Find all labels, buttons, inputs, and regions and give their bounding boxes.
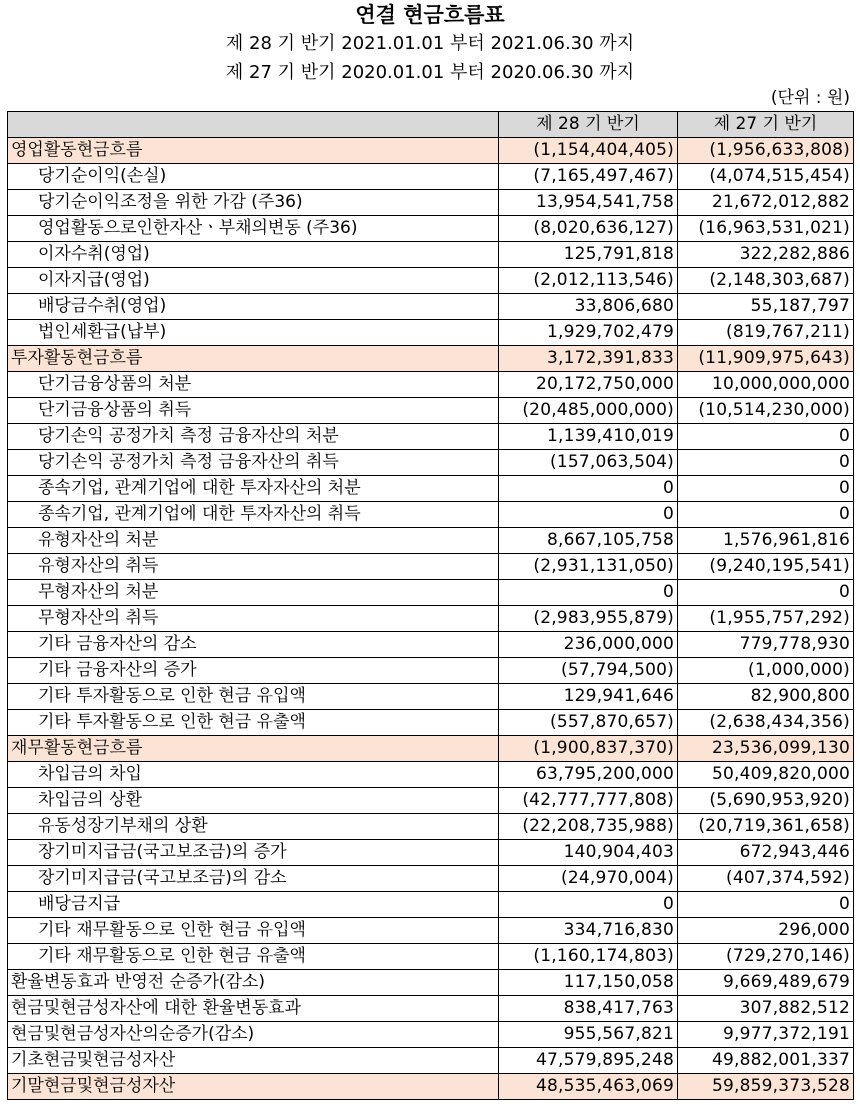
report-title: 연결 현금흐름표 xyxy=(355,3,505,27)
table-row xyxy=(8,528,854,554)
row-value-current: 48,535,463,069 xyxy=(499,1074,678,1100)
table-row xyxy=(8,788,854,814)
table-row xyxy=(8,1022,854,1048)
row-label: 배당금수취(영업) xyxy=(8,294,499,320)
row-value-current: 955,567,821 xyxy=(499,1022,678,1048)
row-label: 투자활동현금흐름 xyxy=(8,346,499,372)
row-value-prior: (9,240,195,541) xyxy=(678,554,854,580)
row-value-current: 0 xyxy=(499,580,678,606)
row-value-prior: 82,900,800 xyxy=(678,684,854,710)
table-row xyxy=(8,476,854,502)
table-row xyxy=(8,892,854,918)
period-current: 제 28 기 반기 2021.01.01 부터 2021.06.30 까지 xyxy=(225,33,635,54)
row-label: 당기순이익조정을 위한 가감 (주36) xyxy=(8,190,499,216)
row-value-current: (557,870,657) xyxy=(499,710,678,736)
row-value-current: 20,172,750,000 xyxy=(499,372,678,398)
row-value-current: 334,716,830 xyxy=(499,918,678,944)
row-value-current: 129,941,646 xyxy=(499,684,678,710)
row-label: 기초현금및현금성자산 xyxy=(8,1048,499,1074)
row-value-prior: 0 xyxy=(678,580,854,606)
row-value-prior: (11,909,975,643) xyxy=(678,346,854,372)
table-row xyxy=(8,190,854,216)
row-value-prior: 21,672,012,882 xyxy=(678,190,854,216)
row-value-prior: (1,000,000) xyxy=(678,658,854,684)
row-label: 종속기업, 관계기업에 대한 투자자산의 취득 xyxy=(8,502,499,528)
row-label: 기타 투자활동으로 인한 현금 유출액 xyxy=(8,710,499,736)
row-value-current: (20,485,000,000) xyxy=(499,398,678,424)
row-value-prior: 59,859,373,528 xyxy=(678,1074,854,1100)
row-value-current: 1,929,702,479 xyxy=(499,320,678,346)
row-value-prior: 1,576,961,816 xyxy=(678,528,854,554)
row-value-prior: (729,270,146) xyxy=(678,944,854,970)
row-label: 무형자산의 처분 xyxy=(8,580,499,606)
row-value-current: 0 xyxy=(499,502,678,528)
row-value-current: 0 xyxy=(499,476,678,502)
row-value-current: 0 xyxy=(499,892,678,918)
row-label: 기타 재무활동으로 인한 현금 유입액 xyxy=(8,918,499,944)
row-value-prior: (20,719,361,658) xyxy=(678,814,854,840)
row-value-prior: 0 xyxy=(678,424,854,450)
row-value-current: (1,900,837,370) xyxy=(499,736,678,762)
row-value-current: (57,794,500) xyxy=(499,658,678,684)
row-value-prior: 9,977,372,191 xyxy=(678,1022,854,1048)
row-label: 기말현금및현금성자산 xyxy=(8,1074,499,1100)
row-label: 장기미지급금(국고보조금)의 감소 xyxy=(8,866,499,892)
row-label: 영업활동현금흐름 xyxy=(8,138,499,164)
row-label: 기타 재무활동으로 인한 현금 유출액 xyxy=(8,944,499,970)
table-row xyxy=(8,1048,854,1074)
row-label: 현금및현금성자산의순증가(감소) xyxy=(8,1022,499,1048)
row-value-current: (2,012,113,546) xyxy=(499,268,678,294)
row-value-prior: 23,536,099,130 xyxy=(678,736,854,762)
row-label: 현금및현금성자산에 대한 환율변동효과 xyxy=(8,996,499,1022)
column-header-label xyxy=(8,112,499,138)
column-header-prior: 제 27 기 반기 xyxy=(678,112,854,138)
row-value-prior: 49,882,001,337 xyxy=(678,1048,854,1074)
column-header-current: 제 28 기 반기 xyxy=(499,112,678,138)
row-value-current: (8,020,636,127) xyxy=(499,216,678,242)
table-row xyxy=(8,866,854,892)
row-label: 환율변동효과 반영전 순증가(감소) xyxy=(8,970,499,996)
row-value-current: 3,172,391,833 xyxy=(499,346,678,372)
row-value-current: (1,160,174,803) xyxy=(499,944,678,970)
unit-label: (단위 : 원) xyxy=(770,88,850,108)
table-row xyxy=(8,554,854,580)
row-value-current: (1,154,404,405) xyxy=(499,138,678,164)
table-row xyxy=(8,606,854,632)
row-value-prior: (407,374,592) xyxy=(678,866,854,892)
row-label: 이자지급(영업) xyxy=(8,268,499,294)
table-row xyxy=(8,294,854,320)
row-value-prior: 322,282,886 xyxy=(678,242,854,268)
cash-flow-table xyxy=(7,111,854,1100)
row-value-prior: (2,148,303,687) xyxy=(678,268,854,294)
table-row xyxy=(8,424,854,450)
table-row xyxy=(8,684,854,710)
row-value-current: (42,777,777,808) xyxy=(499,788,678,814)
row-label: 영업활동으로인한자산ㆍ부채의변동 (주36) xyxy=(8,216,499,242)
row-value-current: 63,795,200,000 xyxy=(499,762,678,788)
row-value-prior: 9,669,489,679 xyxy=(678,970,854,996)
row-label: 단기금융상품의 취득 xyxy=(8,398,499,424)
row-label: 배당금지급 xyxy=(8,892,499,918)
table-row xyxy=(8,970,854,996)
table-row xyxy=(8,138,854,164)
table-row xyxy=(8,658,854,684)
row-value-current: (7,165,497,467) xyxy=(499,164,678,190)
row-value-prior: (1,955,757,292) xyxy=(678,606,854,632)
report-header xyxy=(0,0,860,87)
row-label: 유동성장기부채의 상환 xyxy=(8,814,499,840)
row-value-current: (22,208,735,988) xyxy=(499,814,678,840)
row-label: 당기손익 공정가치 측정 금융자산의 취득 xyxy=(8,450,499,476)
row-value-prior: 50,409,820,000 xyxy=(678,762,854,788)
row-value-current: 13,954,541,758 xyxy=(499,190,678,216)
row-value-current: (24,970,004) xyxy=(499,866,678,892)
row-value-current: (2,931,131,050) xyxy=(499,554,678,580)
row-value-current: 236,000,000 xyxy=(499,632,678,658)
row-value-prior: 779,778,930 xyxy=(678,632,854,658)
row-value-prior: 672,943,446 xyxy=(678,840,854,866)
table-row xyxy=(8,710,854,736)
row-label: 기타 투자활동으로 인한 현금 유입액 xyxy=(8,684,499,710)
table-row xyxy=(8,268,854,294)
row-value-current: 1,139,410,019 xyxy=(499,424,678,450)
table-row xyxy=(8,398,854,424)
row-label: 차입금의 상환 xyxy=(8,788,499,814)
row-value-prior: (10,514,230,000) xyxy=(678,398,854,424)
row-value-current: 33,806,680 xyxy=(499,294,678,320)
row-value-prior: 55,187,797 xyxy=(678,294,854,320)
table-row xyxy=(8,450,854,476)
row-value-prior: (5,690,953,920) xyxy=(678,788,854,814)
row-value-prior: (819,767,211) xyxy=(678,320,854,346)
row-label: 무형자산의 취득 xyxy=(8,606,499,632)
table-row xyxy=(8,216,854,242)
row-value-prior: 296,000 xyxy=(678,918,854,944)
table-row xyxy=(8,346,854,372)
table-row xyxy=(8,502,854,528)
row-label: 기타 금융자산의 증가 xyxy=(8,658,499,684)
row-value-prior: 10,000,000,000 xyxy=(678,372,854,398)
table-row xyxy=(8,762,854,788)
table-row xyxy=(8,632,854,658)
row-value-prior: 0 xyxy=(678,450,854,476)
row-value-current: 47,579,895,248 xyxy=(499,1048,678,1074)
row-value-current: 8,667,105,758 xyxy=(499,528,678,554)
table-row xyxy=(8,372,854,398)
table-row xyxy=(8,320,854,346)
row-value-prior: (4,074,515,454) xyxy=(678,164,854,190)
period-prior: 제 27 기 반기 2020.01.01 부터 2020.06.30 까지 xyxy=(225,62,635,83)
table-row xyxy=(8,1074,854,1100)
row-label: 이자수취(영업) xyxy=(8,242,499,268)
row-value-current: (157,063,504) xyxy=(499,450,678,476)
row-label: 당기손익 공정가치 측정 금융자산의 처분 xyxy=(8,424,499,450)
table-row xyxy=(8,996,854,1022)
row-label: 유형자산의 취득 xyxy=(8,554,499,580)
table-row xyxy=(8,242,854,268)
row-value-current: 140,904,403 xyxy=(499,840,678,866)
row-label: 차입금의 차입 xyxy=(8,762,499,788)
table-row xyxy=(8,840,854,866)
row-value-current: 838,417,763 xyxy=(499,996,678,1022)
table-row xyxy=(8,164,854,190)
table-header-row xyxy=(8,112,854,138)
row-value-prior: 0 xyxy=(678,502,854,528)
row-label: 법인세환급(납부) xyxy=(8,320,499,346)
row-value-prior: (1,956,633,808) xyxy=(678,138,854,164)
row-label: 단기금융상품의 처분 xyxy=(8,372,499,398)
row-value-current: 125,791,818 xyxy=(499,242,678,268)
row-label: 장기미지급금(국고보조금)의 증가 xyxy=(8,840,499,866)
row-value-prior: (16,963,531,021) xyxy=(678,216,854,242)
table-row xyxy=(8,814,854,840)
row-value-prior: 307,882,512 xyxy=(678,996,854,1022)
table-row xyxy=(8,944,854,970)
row-label: 종속기업, 관계기업에 대한 투자자산의 처분 xyxy=(8,476,499,502)
table-row xyxy=(8,918,854,944)
row-value-prior: 0 xyxy=(678,892,854,918)
row-label: 재무활동현금흐름 xyxy=(8,736,499,762)
row-value-prior: (2,638,434,356) xyxy=(678,710,854,736)
row-value-current: (2,983,955,879) xyxy=(499,606,678,632)
row-label: 당기순이익(손실) xyxy=(8,164,499,190)
table-row xyxy=(8,736,854,762)
row-label: 유형자산의 처분 xyxy=(8,528,499,554)
row-value-current: 117,150,058 xyxy=(499,970,678,996)
row-value-prior: 0 xyxy=(678,476,854,502)
row-label: 기타 금융자산의 감소 xyxy=(8,632,499,658)
table-row xyxy=(8,580,854,606)
